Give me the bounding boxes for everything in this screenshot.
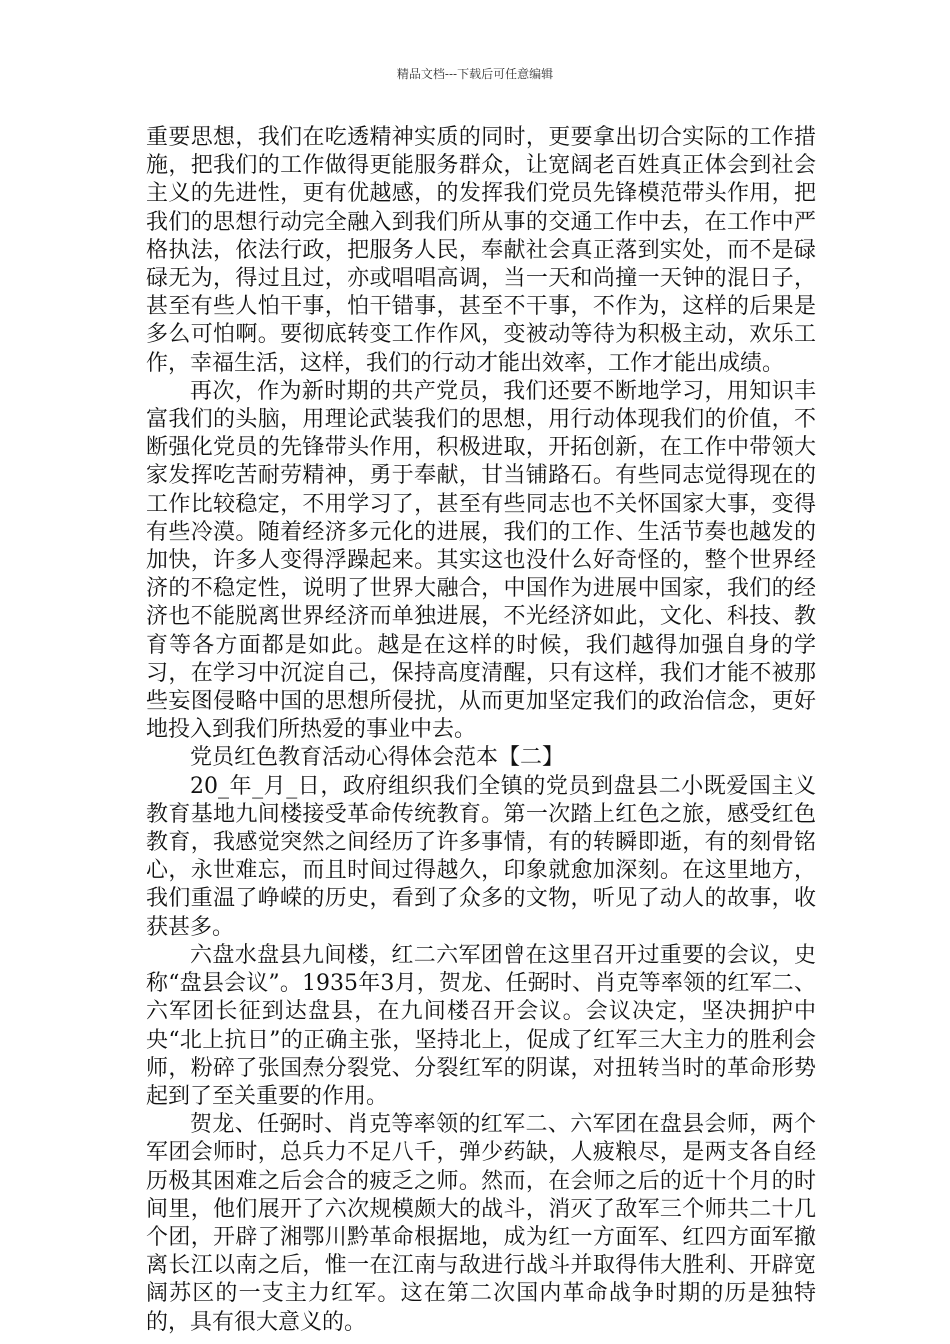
paragraph: 贺龙、任弼时、肖克等率领的红军二、六军团在盘县会师，两个军团会师时，总兵力不足八千，弹少药缺，人疲粮尽，是两支各自经历极其困难之后会合的疲乏之师。然而，在会师之后的近十个月的时间里，他们展开了六次规模颇大的战斗，消灭了敌军三个师共二十几个团，开辟了湘鄂川黔革命根据地，成为红一方面军、红四方面军撤离长江以南之后，惟一在江南与敌进行战斗并取得伟大胜利、开辟宽阔苏区的一支主力红军。这在第二次国内革命战争时期的历是独特的，具有很大意义的。 [146,1112,816,1335]
paragraph: 再次，作为新时期的共产党员，我们还要不断地学习，用知识丰富我们的头脑，用理论武装我们的思想，用行动体现我们的价值，不断强化党员的先锋带头作用，积极进取，开拓创新，在工作中带领大家发挥吃苦耐劳精神，勇于奉献，甘当铺路石。有些同志觉得现在的工作比较稳定，不用学习了，甚至有些同志也不关怀国家大事，变得有些冷漠。随着经济多元化的进展，我们的工作、生活节奏也越发的加快，许多人变得浮躁起来。其实这也没什么好奇怪的，整个世界经济的不稳定性，说明了世界大融合，中国作为进展中国家，我们的经济也不能脱离世界经济而单独进展，不光经济如此，文化、科技、教育等各方面都是如此。越是在这样的时候，我们越得加强自身的学习，在学习中沉淀自己，保持高度清醒，只有这样，我们才能不被那些妄图侵略中国的思想所侵扰，从而更加坚定我们的政治信念，更好地投入到我们所热爱的事业中去。 [146,378,816,743]
section-heading: 党员红色教育活动心得体会范本【二】 [190,745,565,771]
document-body [146,124,816,1337]
paragraph: 20_年_月_日，政府组织我们全镇的党员到盘县二小既爱国主义教育基地九间楼接受革命传统教育。第一次踏上红色之旅，感受红色教育，我感觉突然之间经历了许多事情，有的转瞬即逝，有的刻骨铭心，永世难忘，而且时间过得越久，印象就愈加深刻。在这里地方，我们重温了峥嵘的历史，看到了众多的文物，听见了动人的故事，收获甚多。 [146,773,816,940]
page-header: 精品文档---下载后可任意编辑 [396,67,554,81]
paragraph: 六盘水盘县九间楼，红二六军团曾在这里召开过重要的会议，史称“盘县会议”。1935年3月，贺龙、任弼时、肖克等率领的红军二、六军团长征到达盘县，在九间楼召开会议。会议决定，坚决拥护中央“北上抗日”的正确主张，坚持北上，促成了红军三大主力的胜利会师，粉碎了张国焘分裂党、分裂红军的阴谋，对扭转当时的革命形势起到了至关重要的作用。 [146,942,816,1109]
paragraph: 重要思想，我们在吃透精神实质的同时，更要拿出切合实际的工作措施，把我们的工作做得更能服务群众，让宽阔老百姓真正体会到社会主义的先进性，更有优越感，的发挥我们党员先锋模范带头作用，把我们的思想行动完全融入到我们所从事的交通工作中去，在工作中严格执法，依法行政，把服务人民，奉献社会真正落到实处，而不是碌碌无为，得过且过，亦或唱唱高调，当一天和尚撞一天钟的混日子，甚至有些人怕干事，怕干错事，甚至不干事，不作为，这样的后果是多么可怕啊。要彻底转变工作作风，变被动等待为积极主动，欢乐工作，幸福生活，这样，我们的行动才能出效率，工作才能出成绩。 [146,125,816,376]
